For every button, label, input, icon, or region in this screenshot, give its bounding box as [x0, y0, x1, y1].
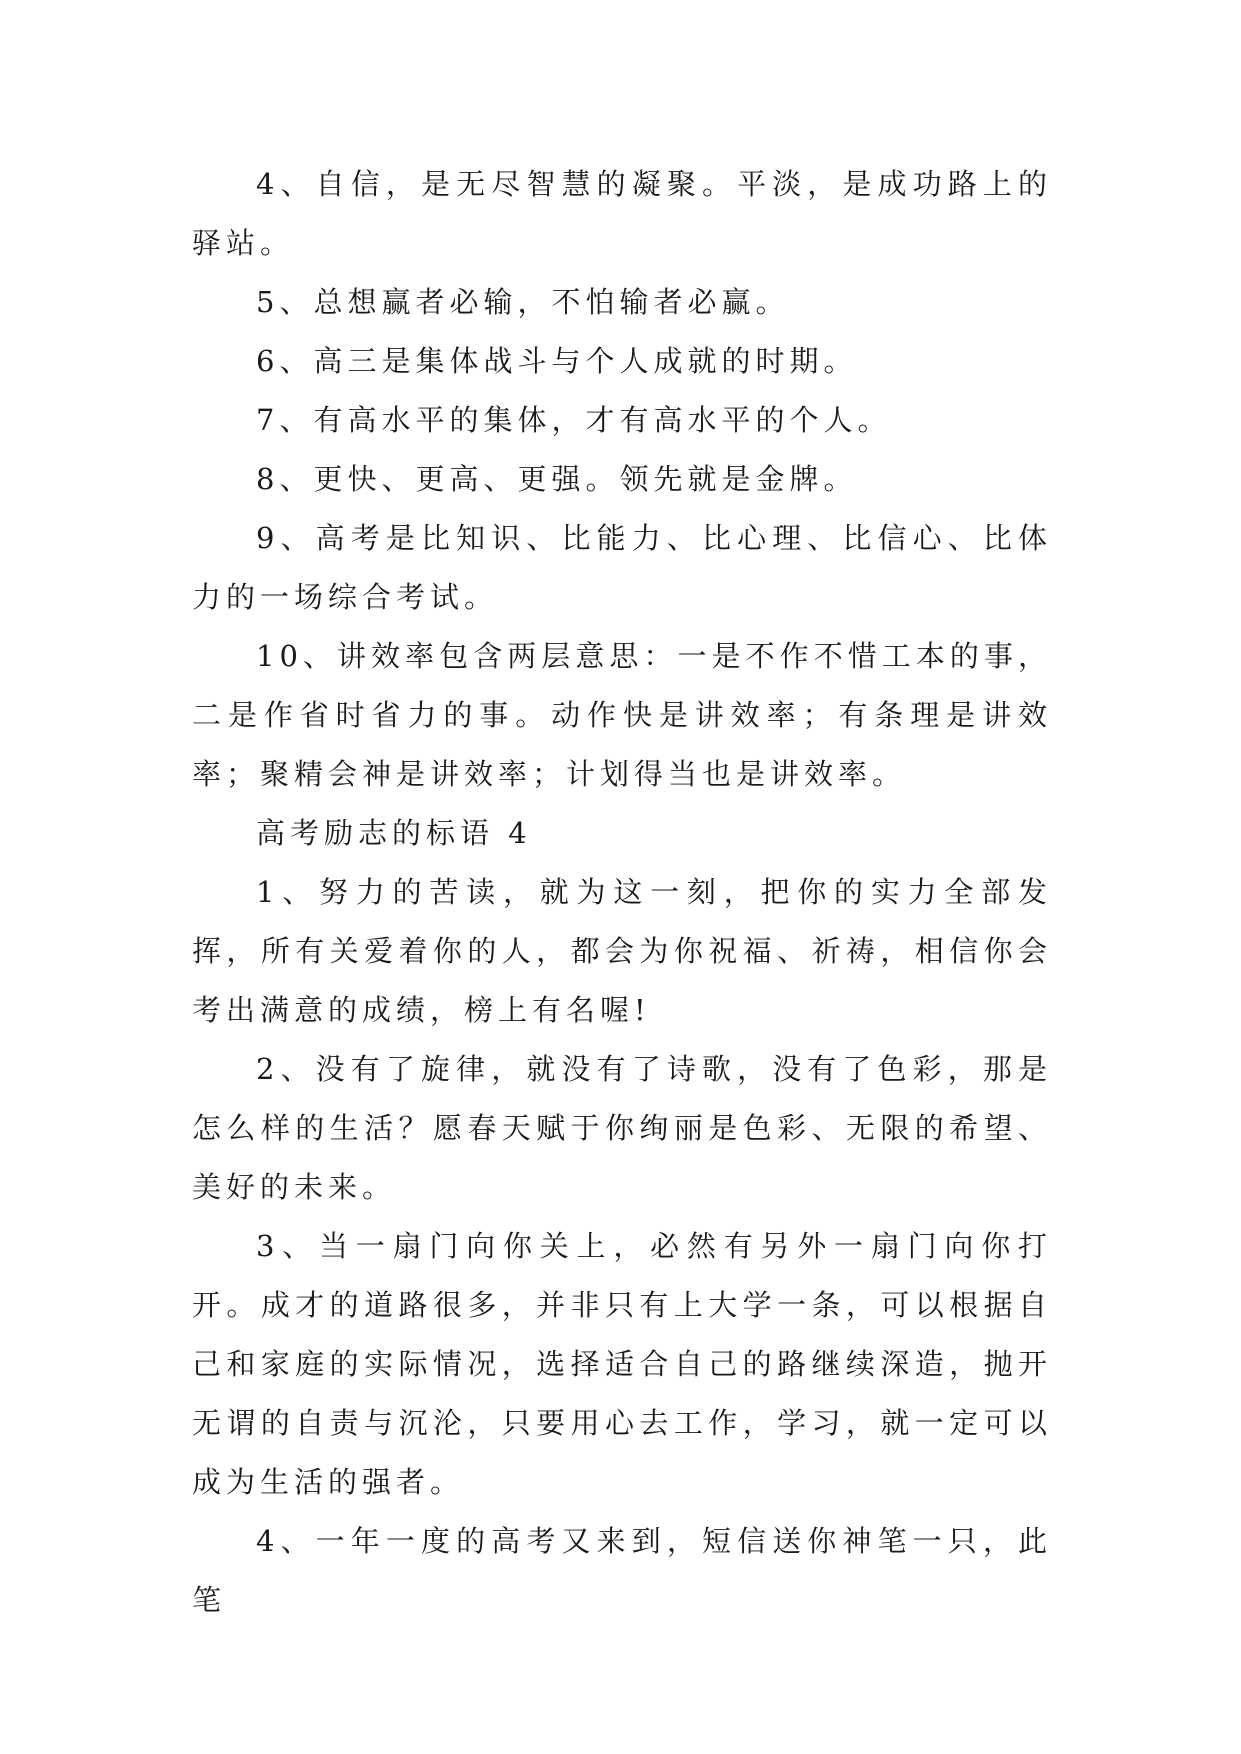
section-paragraph-2: 2、没有了旋律，就没有了诗歌，没有了色彩，那是怎么样的生活？愿春天赋于你绚丽是色彩、无限的希望、美好的未来。 [192, 1052, 1052, 1204]
paragraph-item-8: 8、更快、更高、更强。领先就是金牌。 [256, 462, 858, 496]
paragraph-item-10: 10、讲效率包含两层意思：一是不作不惜工本的事，二是作省时省力的事。动作快是讲效率；有条理是讲效率；聚精会神是讲效率；计划得当也是讲效率。 [192, 639, 1052, 791]
paragraph-item-4: 4、自信，是无尽智慧的凝聚。平淡，是成功路上的驿站。 [192, 167, 1052, 260]
section-heading: 高考励志的标语 4 [256, 816, 532, 850]
section-paragraph-1: 1、努力的苦读，就为这一刻，把你的实力全部发挥，所有关爱着你的人，都会为你祝福、祈祷，相信你会考出满意的成绩，榜上有名喔! [192, 875, 1052, 1027]
paragraph-item-7: 7、有高水平的集体，才有高水平的个人。 [256, 403, 892, 437]
document-page [192, 155, 1052, 1630]
section-paragraph-4: 4、一年一度的高考又来到，短信送你神笔一只，此笔 [192, 1524, 1052, 1617]
section-paragraph-3: 3、当一扇门向你关上，必然有另外一扇门向你打开。成才的道路很多，并非只有上大学一条，可以根据自己和家庭的实际情况，选择适合自己的路继续深造，抛开无谓的自责与沉沦，只要用心去工作，学习，就一定可以成为生活的强者。 [192, 1229, 1052, 1499]
paragraph-item-6: 6、高三是集体战斗与个人成就的时期。 [256, 344, 858, 378]
paragraph-item-5: 5、总想赢者必输，不怕输者必赢。 [256, 285, 790, 319]
paragraph-item-9: 9、高考是比知识、比能力、比心理、比信心、比体力的一场综合考试。 [192, 521, 1052, 614]
